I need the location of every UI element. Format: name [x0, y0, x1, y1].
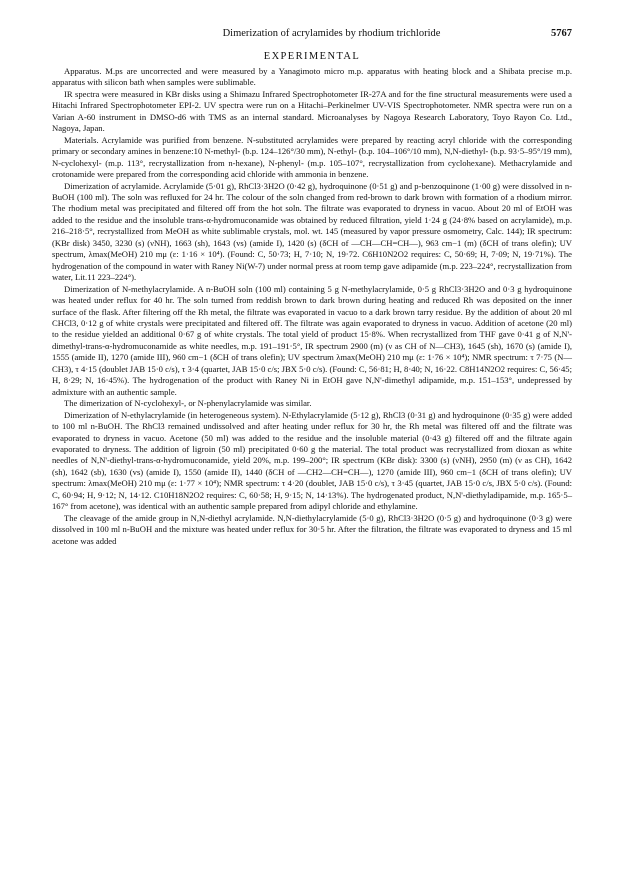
- paragraph-amide-cleavage: The cleavage of the amide group in N,N-diethyl acrylamide. N,N-diethylacrylamide (5·0 g), RhCl3·3H2O (0·5 g) and hydroquinone (0·3 g) were dissolved in 100 ml n-BuOH and the mixture was heated under reflux for 30·5 hr. After the filtration, the filtrate was evaporated to dryness and 15 ml acetone was added: [52, 512, 572, 546]
- page-number: 5767: [551, 28, 572, 39]
- document-page: [52, 28, 572, 547]
- paragraph-spectra: IR spectra were measured in KBr disks using a Shimazu Infrared Spectrophotometer IR-27A and for the fine structural measurements were used a Hitachi Infrared Spectrophotometer EPI-2. UV spectra were run on a Hitachi–Perkinelmer UV-VIS Spectrophotometer. NMR spectra were run on a Varian A-60 instrument in DMSO-d6 with TMS as an internal standard. Microanalyses by Nagoya Research Laboratory, Toyo Rayon Co. Ltd., Nagoya, Japan.: [52, 88, 572, 134]
- paragraph-dimerization-acrylamide: Dimerization of acrylamide. Acrylamide (5·01 g), RhCl3·3H2O (0·42 g), hydroquinone (0·51 g) and p-benzoquinone (1·00 g) were dissolved in n-BuOH (100 ml). The soln was refluxed for 24 hr. The colour of the soln changed from red-brown to dark brown with formation of a rhodium mirror. The rhodium metal was precipitated and filtered off from the hot soln. The filtrate was evaporated to dryness in vacuo. About 20 ml of EtOH was added to the residue and the insoluble trans-α-hydromuconamide was obtained by reduced filtration, yield 1·24 g (24·8% based on acrylamide), m.p. 216–218·5°, recrystallized from MeOH as white sublimable crystals, mol. wt. 145 (measured by vapor pressure osmometry, Calc. 144); IR spectrum: (KBr disk) 3450, 3230 (s) (νNH), 1663 (sh), 1643 (vs) (amide I), 1420 (s) (δCH of —CH—CH=CH—), 963 cm−1 (m) (δCH of trans olefin); UV spectrum, λmax(MeOH) 210 mμ (ε: 1·16 × 10⁴). (Found: C, 50·73; H, 7·10; N, 19·72. C6H10N2O2 requires: C, 50·69; H, 7·09; N, 19·71%). The hydrogenation of the compound in water with Raney Ni(W-7) under normal press at room temp gave adipamide (m.p. 223–224°, recrystallization from water, Lit.11 223–224°).: [52, 180, 572, 283]
- body-text: [52, 66, 572, 547]
- paragraph-dimerization-n-methylacrylamide: Dimerization of N-methylacrylamide. A n-BuOH soln (100 ml) containing 5 g N-methylacrylamide, 0·5 g RhCl3·3H2O and 0·3 g hydroquinone was heated under reflux for 40 hr. The soln turned from reddish brown to dark brown during heating and reduced Rh was deposited on the inner surface of the flask. After filtering off the Rh metal, the filtrate was evaporated in vacuo to a dark brown tarry residue. By the addition of about 20 ml CHCl3, 0·12 g of white crystals were precipitated and filtered off. The filtrate was again evaporated to dryness in vacuo. Addition of acetone (20 ml) to the residue yielded an additional 0·67 g of white crystals. The total yield of product 15·8%. When recrystallized from THF gave 0·41 g of N,N'-dimethyl-trans-α-hydromuconamide as white needles, m.p. 191–191·5°, IR spectrum 2900 (m) (ν as CH of N—CH3), 1645 (sh), 1670 (s) (amide I), 1555 (amide II), 1270 (amide III), 960 cm−1 (δCH of trans olefin); UV spectrum λmax(MeOH) 210 mμ (ε: 1·76 × 10⁴); NMR spectrum: τ 7·75 (N—CH3), τ 4·15 (doublet JAB 15·0 c/s), τ 3·4 (quartet, JAB 15·0 c/s; JBX 5·0 c/s). (Found: C, 56·81; H, 8·40; N, 16·22. C8H14N2O2 requires: C, 56·45; H, 8·29; N, 16·45%). The hydrogenation of the product with Raney Ni in EtOH gave N,N'-dimethyl adipamide, m.p. 151–153°, undepressed by admixture with an authentic sample.: [52, 283, 572, 397]
- paragraph-dimerization-n-ethylacrylamide: Dimerization of N-ethylacrylamide (in heterogeneous system). N-Ethylacrylamide (5·12 g), RhCl3 (0·31 g) and hydroquinone (0·35 g) were added to 100 ml n-BuOH. The RhCl3 remained undissolved and after heating under reflux for 30 hr, the Rh metal was filtered off and the filtrate was evaporated to dryness in vacuo. Acetone (50 ml) was added to the residue and the insoluble material (0·43 g) filtered off and the filtrate again evaporated to dryness. The addition of ligroin (50 ml) precipitated 0·60 g the material. The total product was recrystallized from dioxan as white needles of N,N'-diethyl-trans-α-hydromuconamide, yield 20%, m.p. 199–200°; IR spectrum (KBr disk): 3300 (s) (νNH), 2950 (m) (ν as CH), 1642 (sh), 1642 (sb), 1630 (vs) (amide I), 1550 (amide II), 1440 (δCH of —CH2—CH=CH—), 1270 (amide III), 960 cm−1 (δCH of trans olefin); UV spectrum: λmax(MeOH) 210 mμ (ε: 1·77 × 10⁴); NMR spectrum: τ 4·20 (doublet, JAB 15·0 c/s), τ 3·45 (quartet, JAB 15·0 c/s, JBX 5·0 c/s). (Found: C, 60·94; H, 9·12; N, 14·12. C10H18N2O2 requires: C, 60·58; H, 9·15; N, 14·13%). The hydrogenated product, N,N'-diethyladipamide, m.p. 165·5–167° from acetone), was identical with an authentic sample prepared from adipyl chloride and ethylamine.: [52, 409, 572, 512]
- paragraph-similar-dimerization: The dimerization of N-cyclohexyl-, or N-phenylacrylamide was similar.: [64, 398, 312, 409]
- paragraph-apparatus: Apparatus. M.ps are uncorrected and were measured by a Yanagimoto micro m.p. apparatus with heating block and a Shibata precise m.p. apparatus with silicon bath when samples were sublimable.: [52, 66, 572, 88]
- running-title: Dimerization of acrylamides by rhodium trichloride: [222, 28, 441, 39]
- section-title: EXPERIMENTAL: [263, 51, 361, 62]
- paragraph-materials: Materials. Acrylamide was purified from benzene. N-substituted acrylamides were prepared by reacting acryl chloride with the corresponding primary or secondary amines in benzene:10 N-methyl- (b.p. 124–126°/30 mm), N-ethyl- (b.p. 104–106°/10 mm), N,N-diethyl- (b.p. 93·5–95°/19 mm), N-cyclohexyl- (m.p. 113°, recrystallization from n-hexane), N-phenyl- (m.p. 105–107°, recrystallization from cyclohexane). Methacrylamide and crotonamide were prepared from the corresponding acid chloride with ammonia in benzene.: [52, 134, 572, 180]
- running-head: [52, 28, 572, 42]
